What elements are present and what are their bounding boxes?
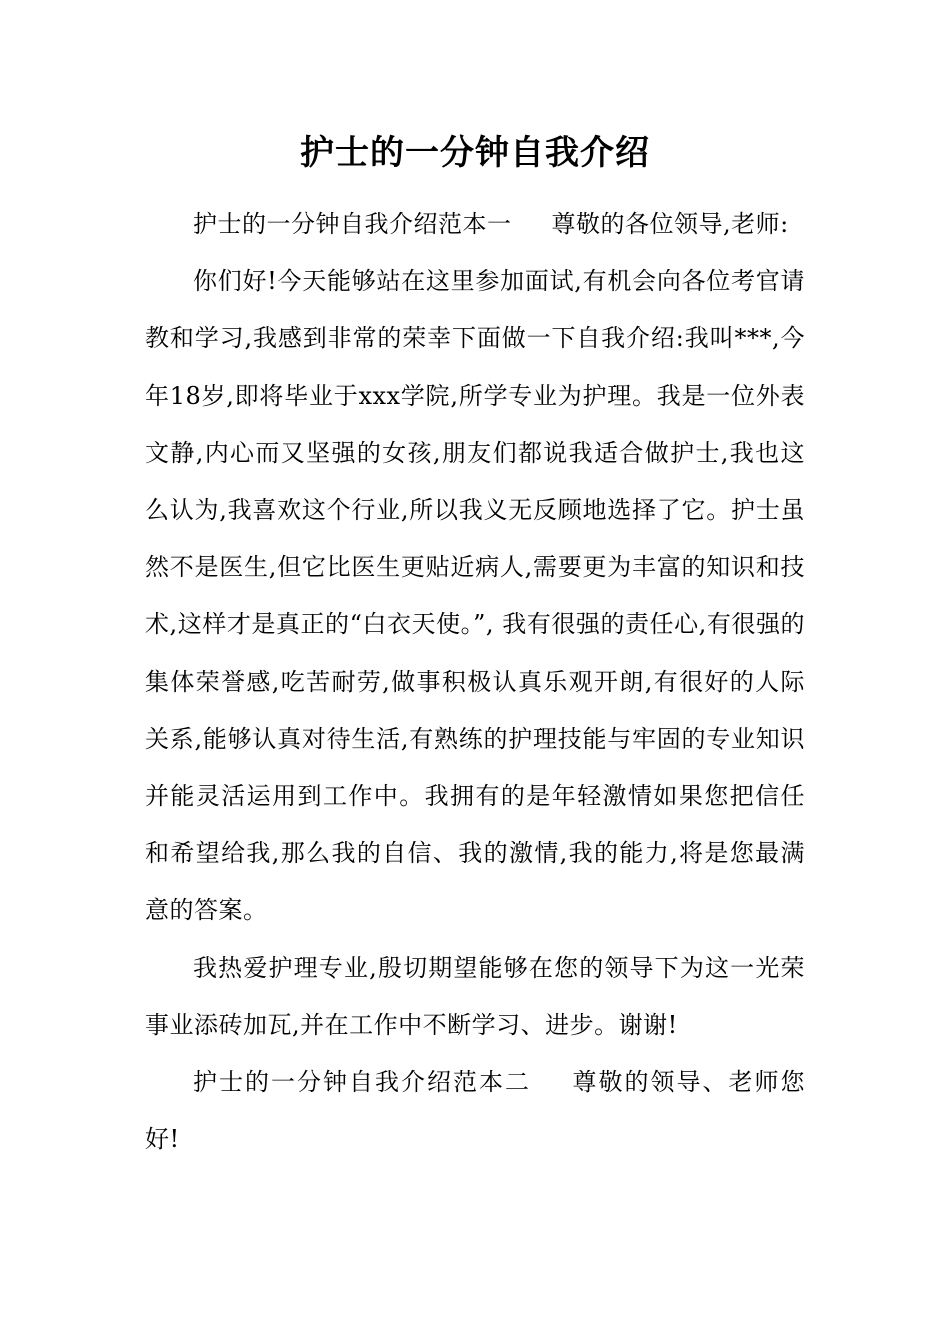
document-title: 护士的一分钟自我介绍 [300, 133, 650, 173]
paragraph-1 [145, 196, 805, 253]
document-body [145, 196, 805, 1168]
paragraph-4 [145, 1054, 805, 1168]
paragraph-4-text: 尊敬的领导、老师您好! [145, 1068, 805, 1154]
paragraph-1-text: 尊敬的各位领导,老师: [551, 210, 789, 238]
section-heading-1: 护士的一分钟自我介绍范本一 [193, 210, 512, 238]
section-heading-2: 护士的一分钟自我介绍范本二 [193, 1068, 531, 1097]
paragraph-2: 你们好!今天能够站在这里参加面试,有机会向各位考官请教和学习,我感到非常的荣幸下面做一下自我介绍:我叫***,今年18岁,即将毕业于xxx学院,所学专业为护理。我是一位外表文静,内心而又坚强的女孩,朋友们都说我适合做护士,我也这么认为,我喜欢这个行业,所以我义无反顾地选择了它。护士虽然不是医生,但它比医生更贴近病人,需要更为丰富的知识和技术,这样才是真正的“白衣天使。”, 我有很强的责任心,有很强的集体荣誉感,吃苦耐劳,做事积极认真乐观开朗,有很好的人际关系,能够认真对待生活,有熟练的护理技能与牢固的专业知识并能灵活运用到工作中。我拥有的是年轻激情如果您把信任和希望给我,那么我的自信、我的激情,我的能力,将是您最满意的答案。 [145, 267, 805, 925]
paragraph-3: 我热爱护理专业,殷切期望能够在您的领导下为这一光荣事业添砖加瓦,并在工作中不断学习、进步。谢谢! [145, 953, 805, 1039]
